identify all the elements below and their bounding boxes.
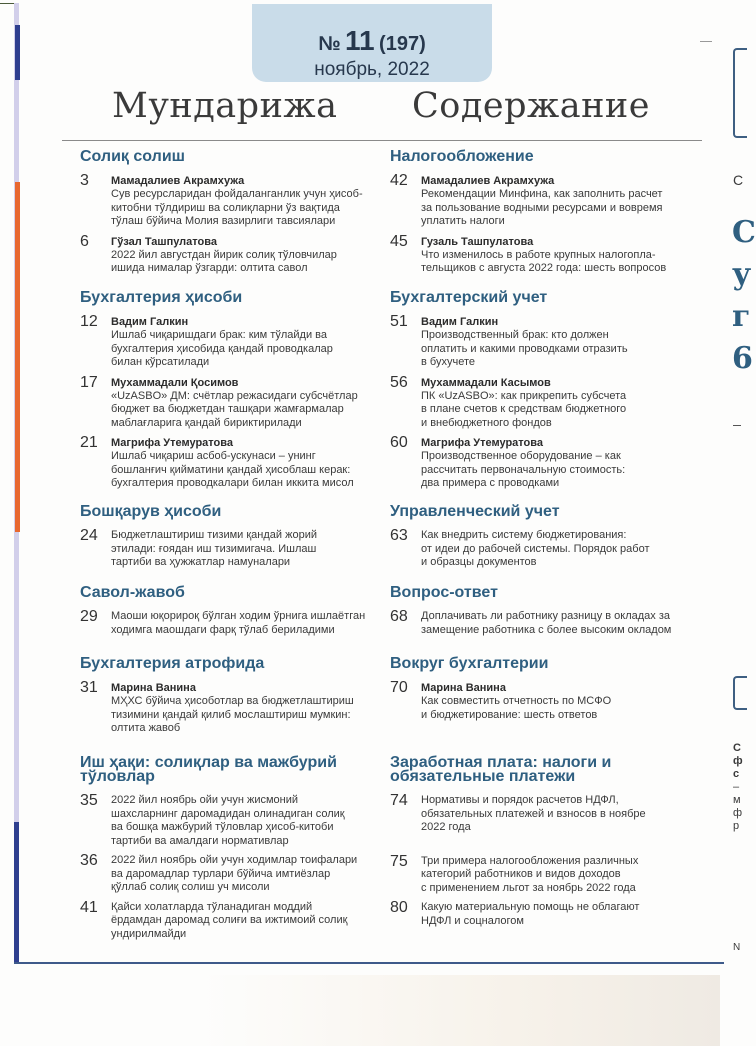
page-number: 12 <box>80 313 98 330</box>
entry-author: Вадим Галкин <box>421 316 499 328</box>
next-page-dash <box>733 425 741 426</box>
next-page-char: м <box>733 794 741 806</box>
section-heading: Вокруг бухгалтерии <box>390 655 549 672</box>
entry-title: 2022 йил ноябрь ойи учун ходимлар тоифалари ва даромадлар турлари бўйича имтиёзлар қўллаб солиқ солиш уч мисоли <box>111 854 358 893</box>
next-page-frame <box>733 48 747 138</box>
page-number: 70 <box>390 679 408 696</box>
toc-entry[interactable] <box>80 373 380 431</box>
toc-section <box>80 291 380 497</box>
number-sign: № <box>318 33 341 55</box>
page-number: 36 <box>80 852 98 869</box>
entry-title: Как внедрить систему бюджетирования: от идеи до рабочей системы. Порядок работ и образцы документов <box>421 529 650 568</box>
entry-title: Ишлаб чиқаришдаги брак: ким тўлайди ва бухгалтерия ҳисобида қандай проводкалар билан кўрсатилади <box>111 329 333 368</box>
color-stripe-orange <box>15 182 20 532</box>
next-page-char: р <box>733 820 740 832</box>
section-heading: Бухгалтерский учет <box>390 289 548 306</box>
title-uz: Мундарижа <box>112 86 338 126</box>
toc-section <box>390 586 690 643</box>
entry-author: Вадим Галкин <box>111 316 189 328</box>
toc-entry[interactable] <box>80 681 380 736</box>
section-heading: Савол-жавоб <box>80 584 185 601</box>
section-heading: Налогообложение <box>390 148 534 165</box>
entry-title: Бюджетлаштириш тизими қандай жорий этилади: ғоядан иш тизимигача. Ишлаш тартиби ва ҳужжатлар намуналари <box>111 529 317 568</box>
toc-entry[interactable] <box>390 901 690 928</box>
section-heading: Бухгалтерия атрофида <box>80 655 265 672</box>
section-heading: Бошқарув ҳисоби <box>80 503 222 520</box>
title-ru: Содержание <box>412 86 650 126</box>
section-heading: Вопрос-ответ <box>390 584 498 601</box>
issue-number-value: 11 <box>344 25 375 56</box>
page-number: 35 <box>80 792 98 809</box>
toc-entry[interactable] <box>80 854 380 895</box>
entry-author: Мамадалиев Акрамхужа <box>111 175 245 187</box>
section-heading: Бухгалтерия ҳисоби <box>80 289 243 306</box>
toc-entry[interactable] <box>80 610 380 637</box>
toc-entry[interactable] <box>390 681 690 722</box>
toc-entry[interactable] <box>80 794 380 848</box>
toc-section <box>390 756 690 934</box>
next-page-bold-text <box>733 742 743 781</box>
scan-shadow <box>200 975 720 1046</box>
entry-title: Ишлаб чиқариш асбоб-ускунаси – унинг бошланғич қийматини қандай ҳисоблаш керак: бухгалтерия проводкалари билан иккита мисол <box>111 450 354 489</box>
entry-title: Маоши юқорироқ бўлган ходим ўрнига ишлаётган ходимга маошдаги фарқ тўлаб бериладими <box>111 610 366 636</box>
entry-title: Доплачивать ли работнику разницу в окладах за замещение работника с более высоким окладом <box>421 610 672 636</box>
entry-title: Нормативы и порядок расчетов НДФЛ, обязательных платежей и взносов в ноябре 2022 года <box>421 794 646 833</box>
next-page-letter: С <box>733 172 744 188</box>
toc-entry[interactable] <box>80 174 380 229</box>
section-heading: Иш ҳақи: солиқлар ва мажбурий тўловлар <box>80 754 337 785</box>
entry-title: Что изменилось в работе крупных налогопла- тельщиков с августа 2022 года: шесть вопросов <box>421 248 667 274</box>
toc-entry[interactable] <box>390 232 690 276</box>
toc-entry[interactable] <box>80 232 380 276</box>
page-number: 42 <box>390 172 408 189</box>
entry-author: Марина Ванина <box>421 682 506 694</box>
toc-section <box>390 657 690 728</box>
next-page-big-letter: 6 <box>732 341 753 376</box>
toc-section <box>390 291 690 497</box>
page-number: 6 <box>80 232 89 250</box>
page-number: 21 <box>80 434 98 451</box>
toc-entry[interactable] <box>390 610 690 637</box>
entry-author: Марина Ванина <box>111 682 196 694</box>
issue-number <box>252 25 492 57</box>
toc-entry[interactable] <box>80 436 380 491</box>
entry-title: «UzASBO» ДМ: счётлар режасидаги субсчётлар бюджет ва бюджетдан ташқари жамғармалар маблағларига қандай бириктирилади <box>111 389 358 429</box>
next-page-big-letter: г <box>732 299 751 334</box>
title-divider <box>62 140 702 141</box>
toc-entry[interactable] <box>390 373 690 431</box>
page-number: 60 <box>390 434 408 451</box>
entry-author: Гузаль Ташпулатова <box>421 235 534 248</box>
issue-badge <box>252 4 492 82</box>
page-number: 74 <box>390 792 408 809</box>
entry-title: МҲХС бўйича ҳисоботлар ва бюджетлаштириш тизимини қандай қилиб мослаштириш мумкин: олтита жавоб <box>111 695 354 734</box>
page-number: 41 <box>80 898 98 916</box>
toc-section <box>80 756 380 947</box>
page-number: 3 <box>80 172 89 189</box>
toc-section <box>390 505 690 576</box>
page-number: 29 <box>80 608 98 625</box>
entry-title: 2022 йил ноябрь ойи учун жисмоний шахсларнинг даромадидан олинадиган солиқ ва бошқа мажбурий тўловлар ҳисоб-китоби тартиби ва амалдаги нормативлар <box>111 794 345 847</box>
toc-section <box>80 150 380 282</box>
toc-entry[interactable] <box>80 529 380 570</box>
entry-title: ПК «UzASBO»: как прикрепить субсчета в плане счетов к средствам бюджетного и внебюджетного фондов <box>421 389 627 429</box>
entry-title: Қайси холатларда тўланадиган моддий ёрдамдан даромад солиғи ва ижтимоий солиқ ундирилмайди <box>111 900 348 940</box>
page-number: 45 <box>390 232 408 250</box>
page-number: 75 <box>390 852 408 870</box>
divider-dash <box>700 41 712 42</box>
next-page-char: с <box>733 768 740 780</box>
page-number: 17 <box>80 373 98 391</box>
toc-entry[interactable] <box>390 174 690 229</box>
page-number: 80 <box>390 899 408 916</box>
entry-author: Магрифа Утемуратова <box>421 437 543 449</box>
toc-entry[interactable] <box>390 794 690 835</box>
toc-entry[interactable] <box>390 852 690 896</box>
color-stripe-blue-bottom <box>14 822 19 962</box>
page-number: 31 <box>80 679 98 696</box>
next-page-char: ф <box>733 807 743 819</box>
issue-date: ноябрь, 2022 <box>314 59 430 80</box>
page-number: 63 <box>390 527 408 544</box>
entry-title: Производственное оборудование – как рассчитать первоначальную стоимость: два примера с проводками <box>421 450 626 489</box>
entry-author: Магрифа Утемуратова <box>111 437 233 449</box>
toc-entry[interactable] <box>390 436 690 491</box>
entry-title: Какую материальную помощь не облагают НДФЛ и соцналогом <box>421 901 640 927</box>
page-number: 68 <box>390 608 408 625</box>
toc-entry[interactable] <box>80 315 380 370</box>
next-page-frame-small <box>733 676 747 710</box>
next-page-char: ф <box>733 755 743 767</box>
entry-title: 2022 йил августдан йирик солиқ тўловчилар ишида нималар ўзгарди: олтита савол <box>111 248 337 274</box>
toc-entry[interactable] <box>390 529 690 570</box>
entry-title: Как совместить отчетность по МСФО и бюджетирование: шесть ответов <box>421 695 612 721</box>
issue-total: (197) <box>379 33 426 55</box>
toc-section <box>80 505 380 576</box>
next-page-big-letter: С <box>732 215 756 250</box>
entry-author: Мамадалиев Акрамхужа <box>421 175 555 187</box>
section-heading: Солиқ солиш <box>80 148 185 165</box>
section-heading: Заработная плата: налоги и обязательные платежи <box>390 754 612 785</box>
next-page-regular-text <box>733 781 742 833</box>
next-page-char: С <box>733 742 741 754</box>
entry-title: Производственный брак: кто должен оплатить и какими проводками отразить в бухучете <box>421 329 628 368</box>
page-number: 24 <box>80 527 98 544</box>
page-number: 51 <box>390 313 408 330</box>
toc-section <box>80 586 380 643</box>
next-page-big-letter: у <box>732 257 752 292</box>
entry-title: Рекомендации Минфина, как заполнить расчет за пользование водными ресурсами и вовремя уплатить налоги <box>421 188 663 227</box>
entry-author: Мухаммадали Касымов <box>421 376 551 389</box>
entry-title: Три примера налогообложения различных категорий работников и видов доходов с применением льгот за ноябрь 2022 года <box>421 854 639 894</box>
toc-entry[interactable] <box>80 898 380 942</box>
next-page-char: – <box>733 781 740 793</box>
toc-section <box>80 657 380 742</box>
section-heading: Управленческий учет <box>390 503 560 520</box>
toc-entry[interactable] <box>390 315 690 370</box>
entry-author: Гўзал Ташпулатова <box>111 235 217 248</box>
entry-author: Мухаммадали Қосимов <box>111 376 239 389</box>
next-page-footer: N <box>733 942 741 953</box>
page-bottom-border <box>14 962 724 964</box>
entry-title: Сув ресурсларидан фойдаланганлик учун ҳисоб- китобни тўлдириш ва солиқларни ўз вақтида тўлаш бўйича Молия вазирлиги тавсиялари <box>111 188 363 227</box>
toc-section <box>390 150 690 282</box>
page-number: 56 <box>390 373 408 391</box>
color-stripe-blue <box>15 25 20 80</box>
